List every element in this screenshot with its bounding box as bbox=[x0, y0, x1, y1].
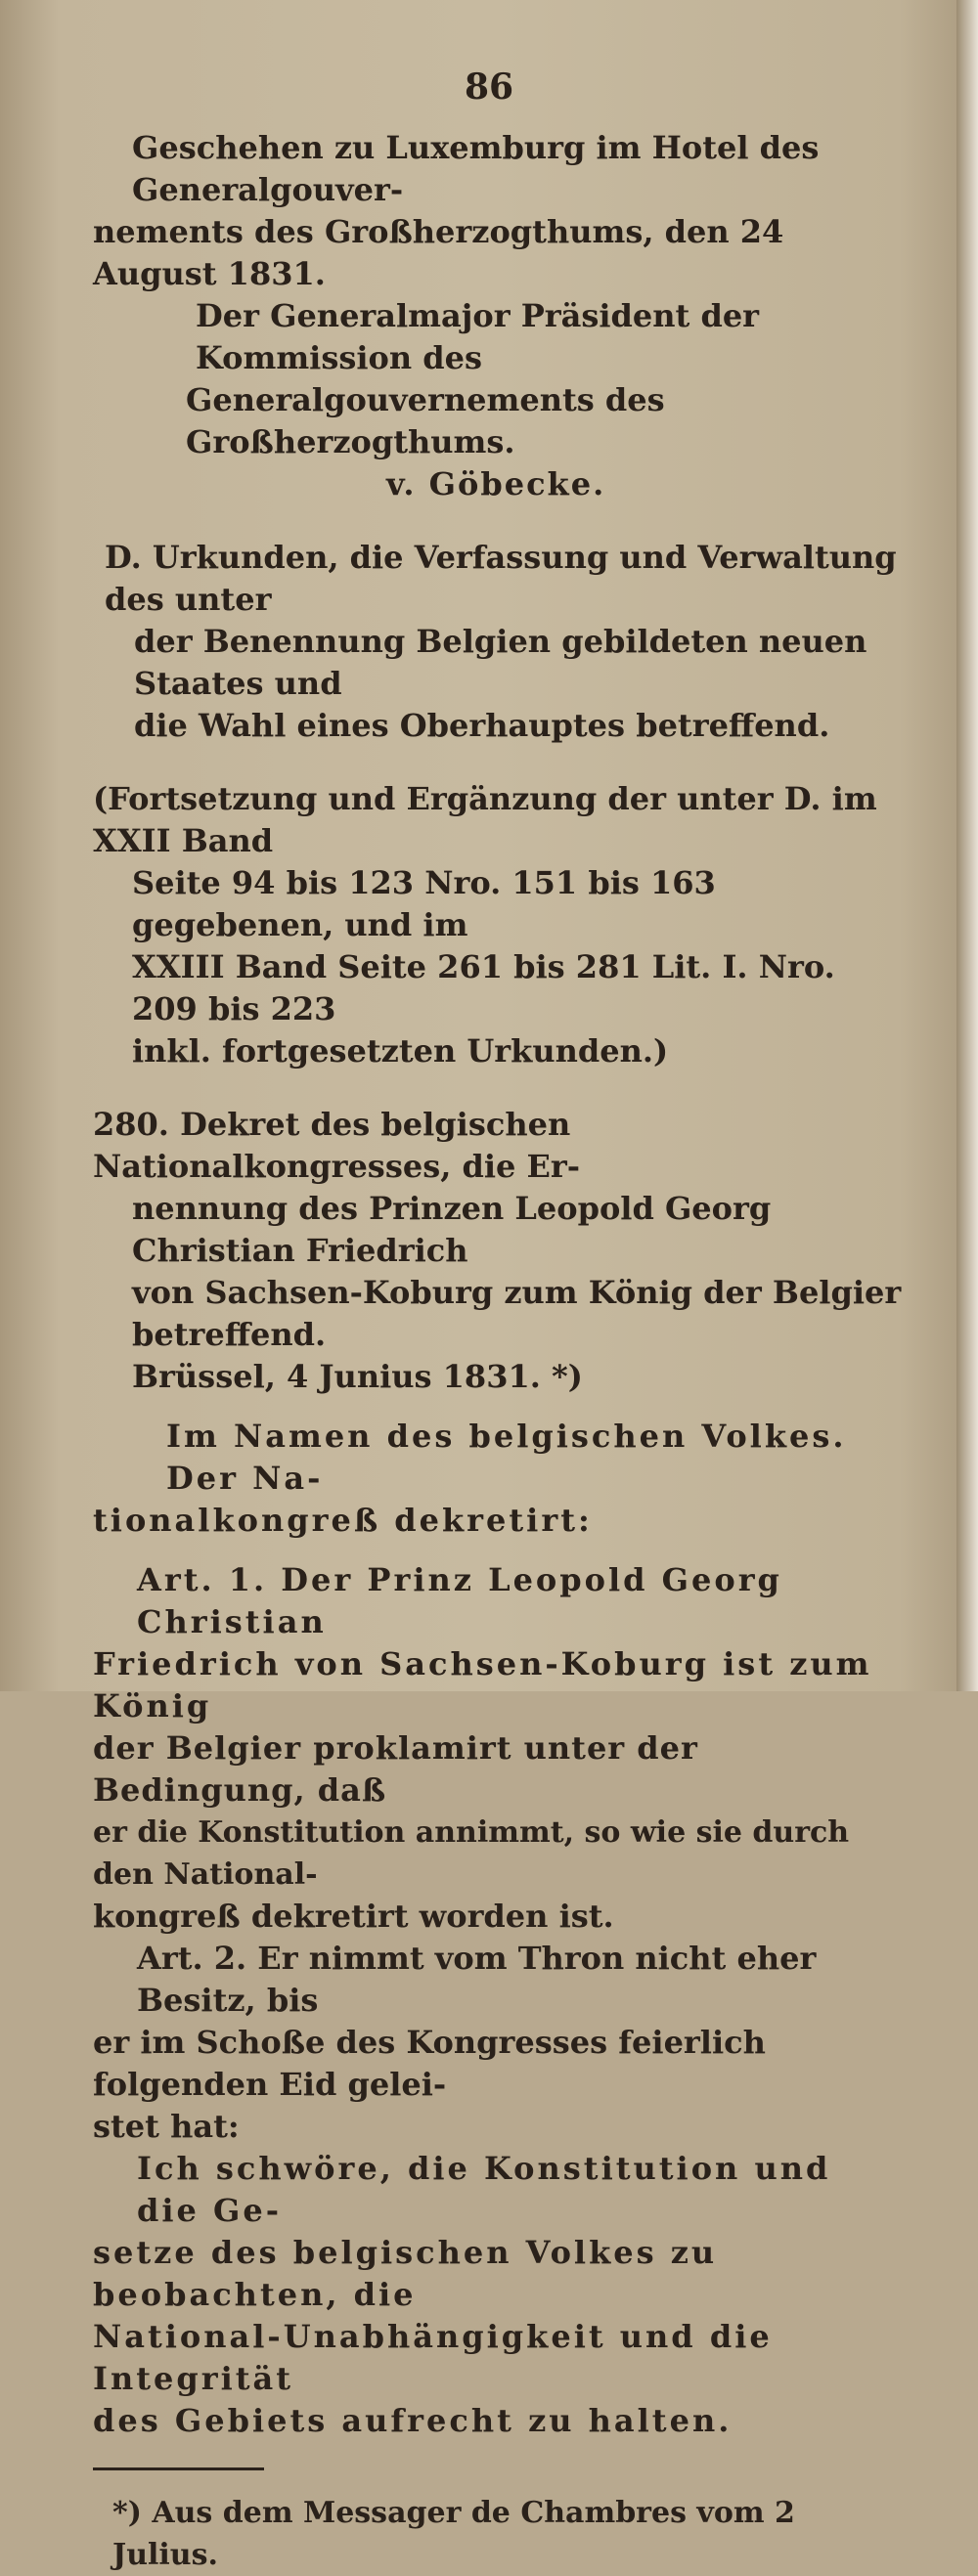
header-line-2: nements des Großherzogthums, den 24 August 1831. bbox=[93, 213, 784, 292]
article-1-line-1: Art. 1. Der Prinz Leopold Georg Christian bbox=[137, 1561, 782, 1640]
preamble bbox=[93, 1416, 905, 1542]
continuation-line-3: XXIII Band Seite 261 bis 281 Lit. I. Nro. 209 bis 223 bbox=[132, 948, 835, 1027]
section-d-line-2: der Benennung Belgien gebildeten neuen Staates und bbox=[134, 623, 867, 702]
header-block bbox=[93, 127, 905, 505]
continuation-note bbox=[93, 778, 905, 1072]
page-edge bbox=[956, 0, 978, 1691]
section-d-heading bbox=[93, 537, 905, 747]
header-line-1: Geschehen zu Luxemburg im Hotel des Generalgouver- bbox=[132, 129, 820, 208]
oath-line-2: setze des belgischen Volkes zu beobachten, die bbox=[93, 2234, 718, 2313]
footnote: *) Aus dem Messager de Chambres vom 2 Julius. bbox=[112, 2496, 795, 2572]
article-2-line-1: Art. 2. Er nimmt vom Thron nicht eher Besitz, bis bbox=[137, 1940, 817, 2019]
continuation-line-4: inkl. fortgesetzten Urkunden.) bbox=[132, 1032, 669, 1070]
page-number: 86 bbox=[464, 66, 514, 108]
oath bbox=[93, 2148, 905, 2442]
oath-line-3: National-Unabhängigkeit und die Integrität bbox=[93, 2318, 773, 2397]
article-1-line-3: der Belgier proklamirt unter der Bedingung, daß bbox=[93, 1729, 698, 1809]
oath-line-4: des Gebiets aufrecht zu halten. bbox=[93, 2402, 733, 2439]
article-1-line-2: Friedrich von Sachsen-Koburg ist zum König bbox=[93, 1645, 872, 1725]
article-1 bbox=[93, 1559, 905, 1938]
article-1-line-5: kongreß dekretirt worden ist. bbox=[93, 1898, 614, 1935]
footnote-divider bbox=[93, 2467, 264, 2470]
article-2 bbox=[93, 1938, 905, 2148]
oath-line-1: Ich schwöre, die Konstitution und die Ge- bbox=[137, 2150, 831, 2229]
entry-280-line-2: nennung des Prinzen Leopold Georg Christian Friedrich bbox=[132, 1190, 772, 1269]
article-2-line-2: er im Schoße des Kongresses feierlich folgenden Eid gelei- bbox=[93, 2024, 766, 2103]
preamble-line-2: tionalkongreß dekretirt: bbox=[93, 1502, 593, 1539]
page-content bbox=[93, 127, 905, 2576]
signature: v. Göbecke. bbox=[386, 465, 606, 502]
continuation-line-1: (Fortsetzung und Ergänzung der unter D. im XXII Band bbox=[93, 780, 877, 859]
entry-280-line-1: 280. Dekret des belgischen Nationalkongresses, die Er- bbox=[93, 1106, 581, 1185]
entry-280 bbox=[93, 1104, 905, 1398]
article-2-line-3: stet hat: bbox=[93, 2108, 240, 2145]
article-1-line-4: er die Konstitution annimmt, so wie sie durch den National- bbox=[93, 1815, 850, 1892]
section-d-line-1: D. Urkunden, die Verfassung und Verwaltung des unter bbox=[105, 539, 897, 618]
header-line-4: Generalgouvernements des Großherzogthums. bbox=[186, 381, 665, 460]
entry-280-date: Brüssel, 4 Junius 1831. *) bbox=[132, 1358, 583, 1395]
preamble-line-1: Im Namen des belgischen Volkes. Der Na- bbox=[166, 1418, 847, 1497]
section-d-line-3: die Wahl eines Oberhauptes betreffend. bbox=[134, 707, 830, 744]
entry-280-line-3: von Sachsen-Koburg zum König der Belgier betreffend. bbox=[132, 1274, 902, 1353]
header-line-3: Der Generalmajor Präsident der Kommission des bbox=[196, 297, 760, 376]
continuation-line-2: Seite 94 bis 123 Nro. 151 bis 163 gegebenen, und im bbox=[132, 864, 716, 943]
